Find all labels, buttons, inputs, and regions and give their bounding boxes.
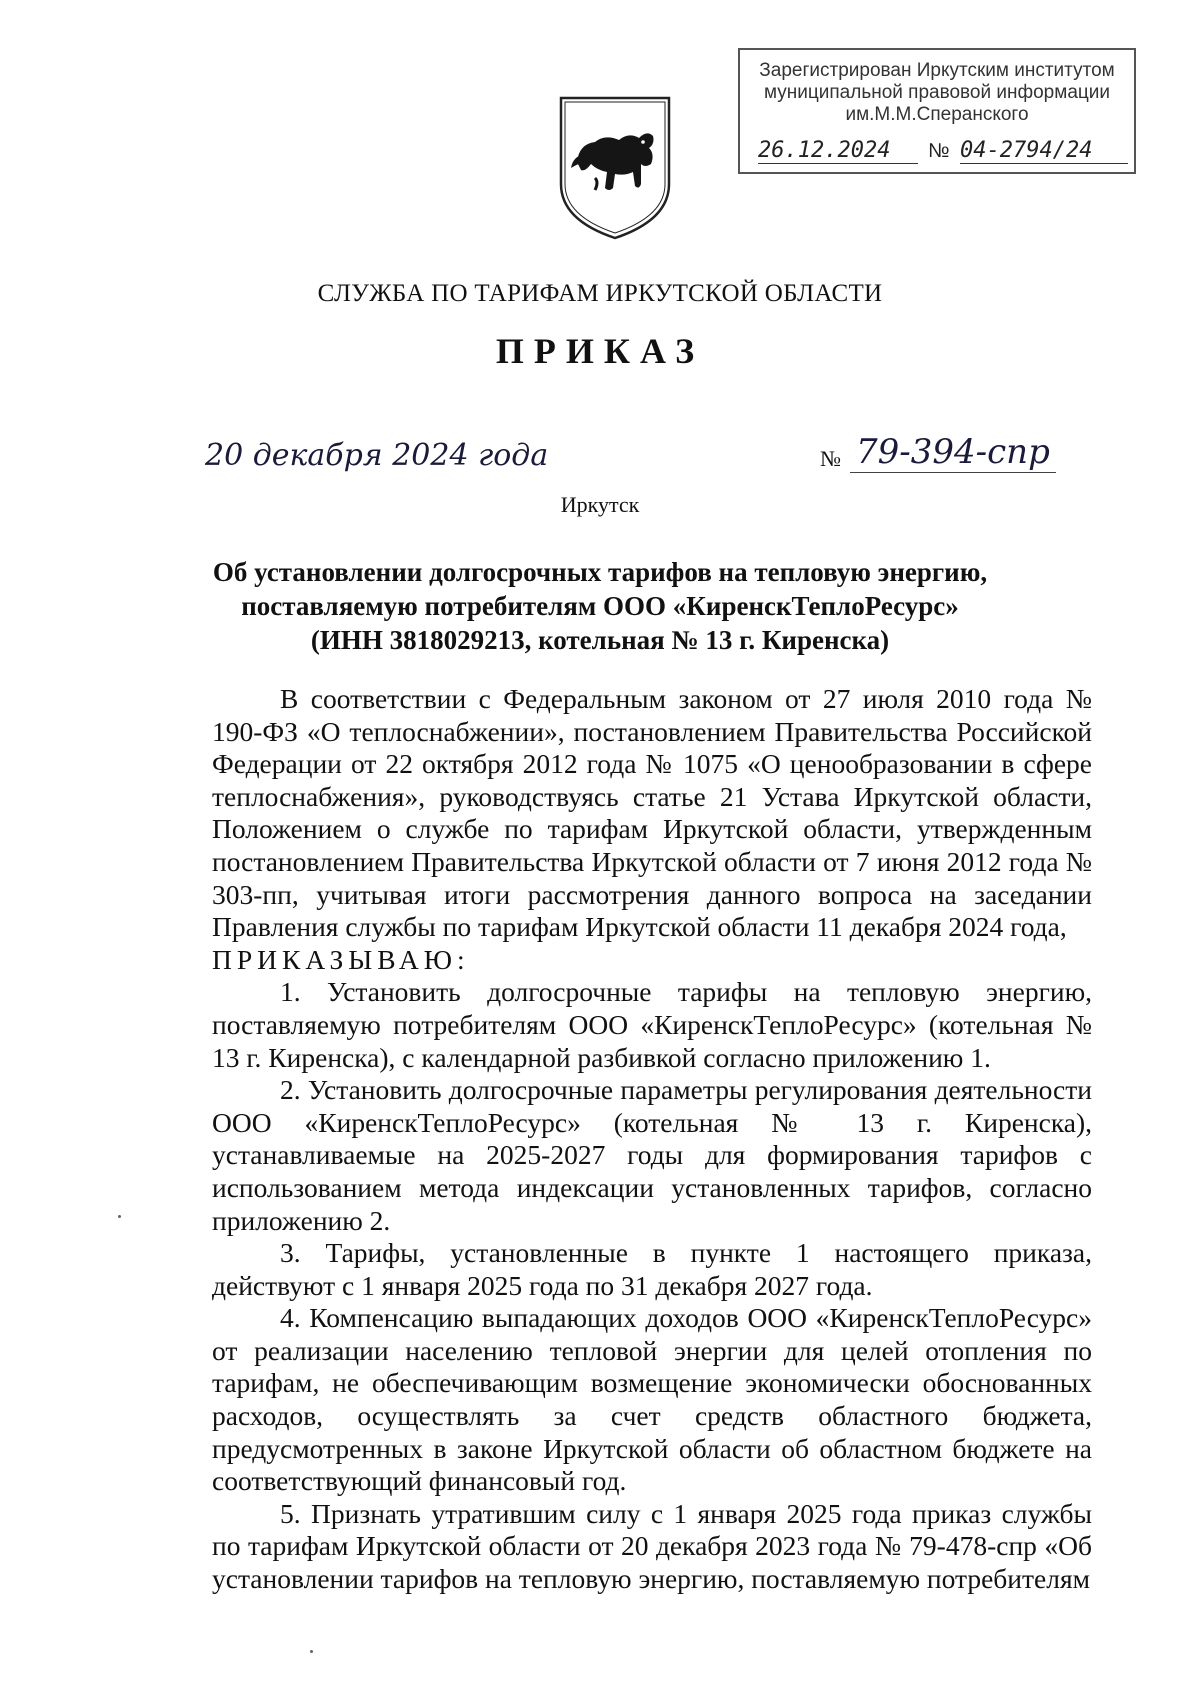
- order-title: ПРИКАЗ: [495, 331, 705, 371]
- handwritten-order-number: 79-394-спр: [850, 432, 1056, 473]
- order-item-1: 1. Установить долгосрочные тарифы на тепловую энергию, поставляемую потребителям ООО «КиренскТеплоРесурс» (котельная № 13 г. Киренска), с календарной разбивкой согласно приложению 1.: [212, 976, 1092, 1073]
- stamp-registration-row: [748, 138, 1126, 168]
- preamble-paragraph: В соответствии с Федеральным законом от 27 июля 2010 года № 190-ФЗ «О теплоснабжении», постановлением Правительства Российской Федерации от 22 октября 2012 года № 1075 «О ценообразовании в сфере теплоснабжения», руководствуясь статье 21 Устава Иркутской области, Положением о службе по тарифам Иркутской области, утвержденным постановлением Правительства Иркутской области от 7 июня 2012 года № 303-пп, учитывая итоги рассмотрения данного вопроса на заседании Правления службы по тарифам Иркутской области 11 декабря 2024 года,: [212, 683, 1092, 943]
- order-item-2: 2. Установить долгосрочные параметры регулирования деятельности ООО «КиренскТеплоРесурс» (котельная № 13 г. Киренска), устанавливаемые на 2025-2027 годы для формирования тарифов с использованием метода индексации установленных тарифов, согласно приложению 2.: [212, 1074, 1092, 1236]
- registration-stamp: [738, 48, 1136, 174]
- order-item-5: 5. Признать утратившим силу с 1 января 2025 года приказ службы по тарифам Иркутской области от 20 декабря 2023 года № 79-478-спр «Об установлении тарифов на тепловую энергию, поставляемую потребителям: [212, 1497, 1092, 1595]
- stamp-number-label: №: [928, 140, 950, 162]
- heading-line-1: Об установлении долгосрочных тарифов на тепловую энергию,: [212, 557, 988, 587]
- stamp-registration-date: 26.12.2024: [758, 138, 918, 164]
- heading-line-2: поставляемую потребителям ООО «КиренскТеплоРесурс»: [241, 591, 959, 621]
- stamp-line-1: Зарегистрирован Иркутским институтом: [759, 60, 1115, 81]
- stamp-line-3: им.М.М.Сперанского: [845, 104, 1029, 125]
- order-number-label: №: [820, 446, 841, 471]
- irkutsk-coat-of-arms-icon: [555, 92, 675, 242]
- city-name: Иркутск: [560, 492, 640, 517]
- document-heading: [200, 555, 1000, 657]
- document-body: [212, 683, 1092, 1596]
- directive-word: ПРИКАЗЫВАЮ:: [212, 943, 470, 975]
- scan-speck: [310, 1650, 313, 1653]
- handwritten-order-date: 20 декабря 2024 года: [205, 438, 549, 473]
- scan-speck: [118, 1215, 121, 1218]
- order-item-4: 4. Компенсацию выпадающих доходов ООО «КиренскТеплоРесурс» от реализации населению тепловой энергии для целей отопления по тарифам, не обеспечивающим возмещение экономически обоснованных расходов, осуществлять за счет средств областного бюджета, предусмотренных в законе Иркутской области об областном бюджете на соответствующий финансовый год.: [212, 1302, 1092, 1497]
- heading-line-3: (ИНН 3818029213, котельная № 13 г. Киренска): [310, 625, 890, 655]
- agency-name: СЛУЖБА ПО ТАРИФАМ ИРКУТСКОЙ ОБЛАСТИ: [317, 280, 883, 307]
- stamp-registration-number: 04-2794/24: [960, 138, 1128, 164]
- stamp-line-2: муниципальной правовой информации: [764, 82, 1110, 103]
- order-item-3: 3. Тарифы, установленные в пункте 1 настоящего приказа, действуют с 1 января 2025 года по 31 декабря 2027 года.: [212, 1237, 1092, 1301]
